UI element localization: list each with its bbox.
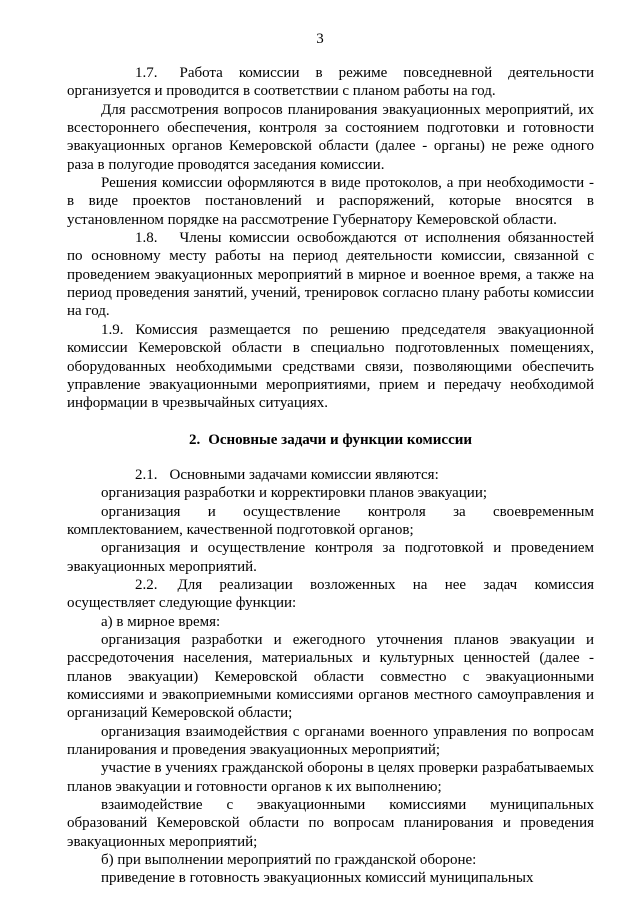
- paragraph-text: Основными задачами комиссии являются:: [169, 466, 439, 483]
- paragraph: [67, 759, 594, 796]
- paragraph-text: Работа комиссии в режиме повседневной деятельности организуется и проводится в соответствии с планом работы на год.: [67, 65, 594, 100]
- paragraph-text: приведение в готовность эвакуационных комиссий муниципальных: [101, 870, 534, 887]
- paragraph-text: Решения комиссии оформляются в виде протоколов, а при необходимости - в виде проектов постановлений и распоряжений, которые вносятся в установленном порядке на рассмотрение Губернатору Кемеровской области.: [67, 175, 594, 228]
- paragraph: [67, 851, 594, 869]
- paragraph-text: 1.9. Комиссия размещается по решению председателя эвакуационной комиссии Кемеровской области в специально подготовленных помещениях, оборудованных необходимыми средствами связи, позволяющими обеспечить управление эвакуационными мероприятиями, прием и передачу необходимой информации в чрезвычайных ситуациях.: [67, 321, 594, 412]
- paragraph: [67, 869, 594, 887]
- paragraph: [67, 613, 594, 631]
- paragraph-number: 1.8.: [135, 230, 158, 247]
- paragraph: [67, 576, 594, 613]
- paragraph-text: организация разработки и корректировки планов эвакуации;: [101, 485, 488, 502]
- paragraph: [67, 101, 594, 174]
- section-heading: [67, 431, 594, 449]
- paragraph-text: организация и осуществление контроля за своевременным комплектованием, качественной подготовкой органов;: [67, 503, 594, 538]
- paragraph-text: организация разработки и ежегодного уточнения планов эвакуации и рассредоточения населения, материальных и культурных ценностей (далее - планов эвакуации) Кемеровской области совместно с эвакуационными комиссиями и эвакоприемными комиссиями органов местного самоуправления и организаций Кемеровской области;: [67, 631, 594, 722]
- paragraph-number: 1.7.: [135, 65, 158, 81]
- paragraph: [67, 484, 594, 502]
- paragraph: [67, 503, 594, 540]
- section-heading-title: Основные задачи и функции комиссии: [208, 431, 473, 448]
- paragraph-text: Члены комиссии освобождаются от исполнения обязанностей по основному месту работы на период деятельности комиссии, связанной с проведением эвакуационных мероприятий в мирное и военное время, а также на период проведения занятий, учений, тренировок согласно плану работы комиссии на год.: [67, 230, 594, 320]
- paragraph: [67, 631, 594, 723]
- paragraph: [67, 229, 594, 321]
- paragraph: [67, 723, 594, 760]
- paragraph-text: участие в учениях гражданской обороны в целях проверки разрабатываемых планов эвакуации и готовности органов к их выполнению;: [67, 760, 594, 795]
- paragraph: [67, 539, 594, 576]
- paragraph: [67, 796, 594, 851]
- paragraph-text: организация взаимодействия с органами военного управления по вопросам планирования и проведения эвакуационных мероприятий;: [67, 723, 594, 759]
- paragraph: [67, 321, 594, 413]
- paragraph: [67, 466, 594, 484]
- paragraph-text: взаимодействие с эвакуационными комиссиями муниципальных образований Кемеровской области по вопросам планирования и проведения эвакуационных мероприятий;: [67, 797, 594, 850]
- section-heading-number: 2.: [188, 431, 201, 448]
- paragraph-text: Для рассмотрения вопросов планирования эвакуационных мероприятий, их всестороннего обеспечения, контроля за состоянием подготовки и готовности эвакуационных органов Кемеровской области (далее - органы) не реже одного раза в полугодие проводятся заседания комиссии.: [67, 101, 594, 173]
- paragraph-number: 2.2.: [135, 576, 158, 593]
- section-1-continuation: [67, 64, 594, 413]
- paragraph: [67, 174, 594, 229]
- document-body: [67, 64, 594, 888]
- paragraph-text: а) в мирное время:: [101, 613, 221, 630]
- paragraph-text: б) при выполнении мероприятий по гражданской обороне:: [101, 852, 477, 869]
- paragraph-text: Для реализации возложенных на нее задач комиссия осуществляет следующие функции:: [67, 576, 594, 612]
- paragraph: [67, 64, 594, 101]
- page-number: 3: [316, 31, 324, 47]
- section-2-body: [67, 466, 594, 888]
- paragraph-number: 2.1.: [135, 466, 158, 483]
- paragraph-text: организация и осуществление контроля за подготовкой и проведением эвакуационных мероприятий.: [67, 540, 594, 575]
